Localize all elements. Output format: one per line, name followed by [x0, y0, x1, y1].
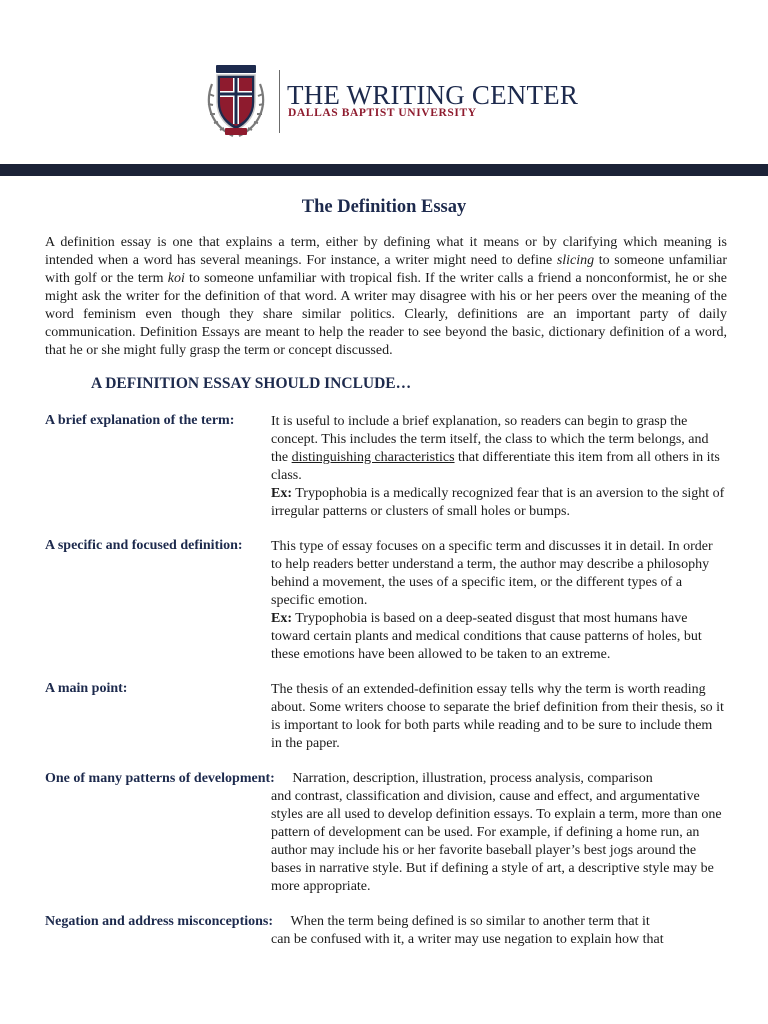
term-patterns-of-development: One of many patterns of development: — [45, 771, 275, 786]
underlined-phrase: distinguishing characteristics — [291, 450, 455, 465]
university-name: DALLAS BAPTIST UNIVERSITY — [288, 107, 477, 119]
desc-rest: can be confused with it, a writer may use negation to explain how that — [271, 932, 664, 947]
example-text: Trypophobia is a medically recognized fear that is an aversion to the sight of irregular patterns or clusters of small holes or bumps. — [271, 486, 725, 519]
intro-emphasis-slicing: slicing — [556, 253, 595, 268]
desc-specific-definition — [271, 538, 726, 664]
example-label: Ex: — [271, 486, 292, 501]
desc-text: that differentiate this item from all others in its class. — [271, 450, 720, 483]
term-negation: Negation and address misconceptions: — [45, 914, 274, 929]
desc-lead: When the term being defined is so similar to another term that it — [290, 914, 650, 929]
item-negation — [45, 913, 727, 949]
desc-rest: and contrast, classification and division, cause and effect, and argumentative styles are all used to develop definition essays. To explain a term, more than one pattern of development can be used. For example, if defining a home run, an author may include his or her favorite baseball player’s best jogs around the bases in narrative style. But if defining a style of art, a descriptive style may be more appropriate. — [271, 789, 722, 894]
example-text: Trypophobia is based on a deep-seated disgust that most humans have toward certain plants and medical conditions that cause patterns of holes, but these emotions have been allowed to be taken to an extreme. — [271, 611, 702, 662]
university-seal-icon — [203, 62, 269, 140]
section-heading: A DEFINITION ESSAY SHOULD INCLUDE… — [91, 375, 412, 392]
header-divider — [279, 70, 280, 133]
example-label: Ex: — [271, 611, 292, 626]
desc-text: It is useful to include a brief explanation, so readers can begin to grasp the concept. This includes the term itself, the class to which the term belongs, and the — [271, 414, 709, 465]
term-specific-definition: A specific and focused definition: — [45, 538, 243, 553]
writing-center-title: THE WRITING CENTER — [287, 80, 579, 110]
document-title: The Definition Essay — [301, 197, 467, 217]
header-band — [0, 164, 768, 176]
page-header — [0, 0, 768, 160]
desc-text: This type of essay focuses on a specific term and discusses it in detail. In order to help readers better understand a term, the author may describe a philosophy behind a movement, the uses of a specific item, or the different types of a specific emotion. — [271, 539, 713, 608]
intro-text-3: to someone unfamiliar with tropical fish. If the writer calls a friend a nonconformist, he or she might ask the writer for the definition of that word. A writer may disagree with his or her peers over the meaning of the word feminism even though they share similar politics. Clearly, definitions are an important party of daily communication. Definition Essays are meant to help the reader to see beyond the basic, dictionary definition of a word, that he or she might fully grasp the term or concept discussed. — [45, 271, 727, 358]
term-brief-explanation: A brief explanation of the term: — [45, 413, 235, 428]
desc-main-point: The thesis of an extended-definition essay tells why the term is worth reading about. Some writers choose to separate the brief definition from their thesis, so it is important to look for both parts while reading and to be sure to include them in the paper. — [271, 682, 724, 751]
intro-text-1: A definition essay is one that explains a term, either by defining what it means or by clarifying which meaning is intended when a word has several meanings. For instance, a writer might need to define — [45, 235, 727, 268]
intro-text-2: to someone unfamiliar with golf or the term — [45, 253, 728, 286]
intro-emphasis-koi: koi — [167, 271, 185, 286]
desc-lead: Narration, description, illustration, process analysis, comparison — [292, 771, 653, 786]
desc-brief-explanation — [271, 413, 726, 521]
intro-paragraph — [45, 234, 727, 360]
item-patterns-of-development — [45, 770, 727, 896]
term-main-point: A main point: — [45, 681, 128, 696]
